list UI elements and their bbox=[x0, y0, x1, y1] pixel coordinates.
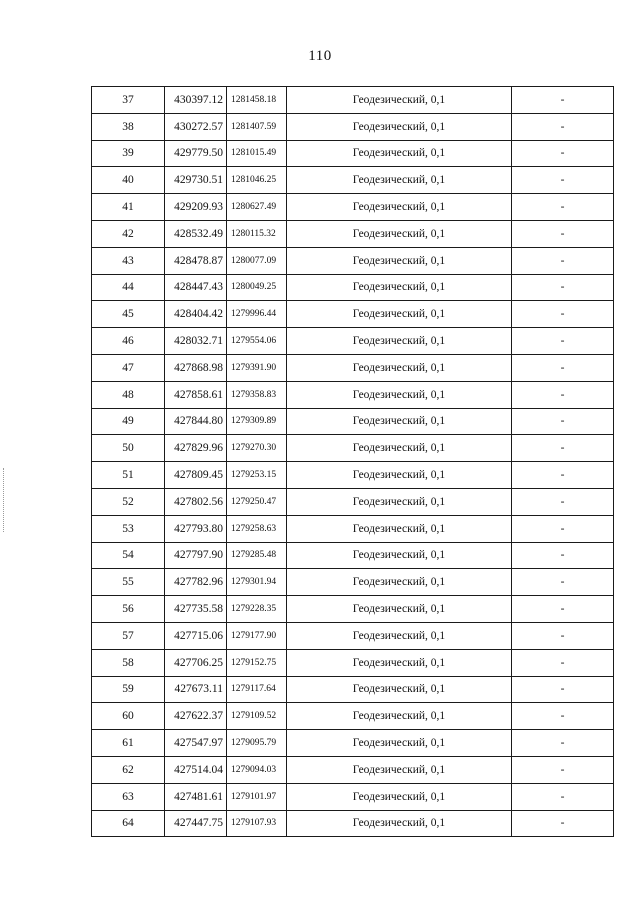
method-accuracy-cell: Геодезический, 0,1 bbox=[287, 462, 512, 489]
table-row bbox=[92, 730, 614, 757]
note-cell: - bbox=[512, 569, 614, 596]
table-row bbox=[92, 113, 614, 140]
table-row bbox=[92, 435, 614, 462]
method-accuracy-cell: Геодезический, 0,1 bbox=[287, 194, 512, 221]
method-accuracy-cell: Геодезический, 0,1 bbox=[287, 569, 512, 596]
table-row bbox=[92, 569, 614, 596]
note-cell: - bbox=[512, 247, 614, 274]
method-accuracy-cell: Геодезический, 0,1 bbox=[287, 649, 512, 676]
x-coordinate-cell: 428447.43 bbox=[165, 274, 227, 301]
table-row bbox=[92, 703, 614, 730]
y-coordinate-cell: 1279117.64 bbox=[227, 676, 287, 703]
note-cell: - bbox=[512, 676, 614, 703]
table-row bbox=[92, 783, 614, 810]
method-accuracy-cell: Геодезический, 0,1 bbox=[287, 328, 512, 355]
point-number-cell: 57 bbox=[92, 622, 165, 649]
method-accuracy-cell: Геодезический, 0,1 bbox=[287, 542, 512, 569]
note-cell: - bbox=[512, 381, 614, 408]
method-accuracy-cell: Геодезический, 0,1 bbox=[287, 703, 512, 730]
point-number-cell: 55 bbox=[92, 569, 165, 596]
method-accuracy-cell: Геодезический, 0,1 bbox=[287, 435, 512, 462]
note-cell: - bbox=[512, 87, 614, 114]
table-row bbox=[92, 87, 614, 114]
y-coordinate-cell: 1279301.94 bbox=[227, 569, 287, 596]
x-coordinate-cell: 429730.51 bbox=[165, 167, 227, 194]
y-coordinate-cell: 1279253.15 bbox=[227, 462, 287, 489]
table-row bbox=[92, 247, 614, 274]
table-row bbox=[92, 488, 614, 515]
coordinates-table bbox=[91, 86, 614, 837]
point-number-cell: 38 bbox=[92, 113, 165, 140]
y-coordinate-cell: 1280049.25 bbox=[227, 274, 287, 301]
y-coordinate-cell: 1279270.30 bbox=[227, 435, 287, 462]
method-accuracy-cell: Геодезический, 0,1 bbox=[287, 354, 512, 381]
point-number-cell: 56 bbox=[92, 596, 165, 623]
note-cell: - bbox=[512, 730, 614, 757]
x-coordinate-cell: 430272.57 bbox=[165, 113, 227, 140]
method-accuracy-cell: Геодезический, 0,1 bbox=[287, 381, 512, 408]
point-number-cell: 43 bbox=[92, 247, 165, 274]
y-coordinate-cell: 1280115.32 bbox=[227, 220, 287, 247]
table-row bbox=[92, 301, 614, 328]
note-cell: - bbox=[512, 810, 614, 837]
note-cell: - bbox=[512, 140, 614, 167]
table-row bbox=[92, 542, 614, 569]
method-accuracy-cell: Геодезический, 0,1 bbox=[287, 622, 512, 649]
x-coordinate-cell: 427782.96 bbox=[165, 569, 227, 596]
note-cell: - bbox=[512, 542, 614, 569]
point-number-cell: 37 bbox=[92, 87, 165, 114]
y-coordinate-cell: 1279391.90 bbox=[227, 354, 287, 381]
point-number-cell: 64 bbox=[92, 810, 165, 837]
point-number-cell: 59 bbox=[92, 676, 165, 703]
table-row bbox=[92, 676, 614, 703]
point-number-cell: 44 bbox=[92, 274, 165, 301]
x-coordinate-cell: 428478.87 bbox=[165, 247, 227, 274]
x-coordinate-cell: 429209.93 bbox=[165, 194, 227, 221]
x-coordinate-cell: 427547.97 bbox=[165, 730, 227, 757]
note-cell: - bbox=[512, 354, 614, 381]
x-coordinate-cell: 427829.96 bbox=[165, 435, 227, 462]
y-coordinate-cell: 1279258.63 bbox=[227, 515, 287, 542]
note-cell: - bbox=[512, 167, 614, 194]
method-accuracy-cell: Геодезический, 0,1 bbox=[287, 301, 512, 328]
table-row bbox=[92, 596, 614, 623]
note-cell: - bbox=[512, 783, 614, 810]
y-coordinate-cell: 1281407.59 bbox=[227, 113, 287, 140]
x-coordinate-cell: 428532.49 bbox=[165, 220, 227, 247]
table-row bbox=[92, 220, 614, 247]
table-row bbox=[92, 408, 614, 435]
method-accuracy-cell: Геодезический, 0,1 bbox=[287, 140, 512, 167]
method-accuracy-cell: Геодезический, 0,1 bbox=[287, 167, 512, 194]
method-accuracy-cell: Геодезический, 0,1 bbox=[287, 274, 512, 301]
note-cell: - bbox=[512, 622, 614, 649]
x-coordinate-cell: 427622.37 bbox=[165, 703, 227, 730]
x-coordinate-cell: 429779.50 bbox=[165, 140, 227, 167]
note-cell: - bbox=[512, 194, 614, 221]
point-number-cell: 40 bbox=[92, 167, 165, 194]
method-accuracy-cell: Геодезический, 0,1 bbox=[287, 596, 512, 623]
table-row bbox=[92, 462, 614, 489]
x-coordinate-cell: 427447.75 bbox=[165, 810, 227, 837]
x-coordinate-cell: 427797.90 bbox=[165, 542, 227, 569]
y-coordinate-cell: 1281046.25 bbox=[227, 167, 287, 194]
note-cell: - bbox=[512, 756, 614, 783]
method-accuracy-cell: Геодезический, 0,1 bbox=[287, 676, 512, 703]
method-accuracy-cell: Геодезический, 0,1 bbox=[287, 247, 512, 274]
point-number-cell: 51 bbox=[92, 462, 165, 489]
method-accuracy-cell: Геодезический, 0,1 bbox=[287, 756, 512, 783]
x-coordinate-cell: 430397.12 bbox=[165, 87, 227, 114]
note-cell: - bbox=[512, 220, 614, 247]
x-coordinate-cell: 427802.56 bbox=[165, 488, 227, 515]
table-row bbox=[92, 649, 614, 676]
point-number-cell: 39 bbox=[92, 140, 165, 167]
x-coordinate-cell: 428032.71 bbox=[165, 328, 227, 355]
point-number-cell: 54 bbox=[92, 542, 165, 569]
point-number-cell: 49 bbox=[92, 408, 165, 435]
y-coordinate-cell: 1279095.79 bbox=[227, 730, 287, 757]
point-number-cell: 62 bbox=[92, 756, 165, 783]
x-coordinate-cell: 427735.58 bbox=[165, 596, 227, 623]
y-coordinate-cell: 1279250.47 bbox=[227, 488, 287, 515]
note-cell: - bbox=[512, 113, 614, 140]
point-number-cell: 42 bbox=[92, 220, 165, 247]
table-row bbox=[92, 381, 614, 408]
x-coordinate-cell: 427673.11 bbox=[165, 676, 227, 703]
y-coordinate-cell: 1279996.44 bbox=[227, 301, 287, 328]
method-accuracy-cell: Геодезический, 0,1 bbox=[287, 113, 512, 140]
y-coordinate-cell: 1279101.97 bbox=[227, 783, 287, 810]
point-number-cell: 63 bbox=[92, 783, 165, 810]
note-cell: - bbox=[512, 274, 614, 301]
y-coordinate-cell: 1279228.35 bbox=[227, 596, 287, 623]
table-row bbox=[92, 515, 614, 542]
point-number-cell: 58 bbox=[92, 649, 165, 676]
table-row bbox=[92, 354, 614, 381]
y-coordinate-cell: 1279094.03 bbox=[227, 756, 287, 783]
margin-scan-mark bbox=[3, 468, 6, 532]
y-coordinate-cell: 1280077.09 bbox=[227, 247, 287, 274]
method-accuracy-cell: Геодезический, 0,1 bbox=[287, 220, 512, 247]
note-cell: - bbox=[512, 515, 614, 542]
method-accuracy-cell: Геодезический, 0,1 bbox=[287, 87, 512, 114]
point-number-cell: 52 bbox=[92, 488, 165, 515]
x-coordinate-cell: 427514.04 bbox=[165, 756, 227, 783]
x-coordinate-cell: 427793.80 bbox=[165, 515, 227, 542]
table-row bbox=[92, 140, 614, 167]
table-row bbox=[92, 194, 614, 221]
y-coordinate-cell: 1279285.48 bbox=[227, 542, 287, 569]
table-row bbox=[92, 756, 614, 783]
note-cell: - bbox=[512, 488, 614, 515]
x-coordinate-cell: 427715.06 bbox=[165, 622, 227, 649]
note-cell: - bbox=[512, 462, 614, 489]
coordinates-table-body bbox=[92, 87, 614, 837]
page-number: 110 bbox=[308, 48, 332, 64]
note-cell: - bbox=[512, 408, 614, 435]
point-number-cell: 60 bbox=[92, 703, 165, 730]
method-accuracy-cell: Геодезический, 0,1 bbox=[287, 730, 512, 757]
point-number-cell: 41 bbox=[92, 194, 165, 221]
method-accuracy-cell: Геодезический, 0,1 bbox=[287, 783, 512, 810]
note-cell: - bbox=[512, 328, 614, 355]
point-number-cell: 53 bbox=[92, 515, 165, 542]
x-coordinate-cell: 427481.61 bbox=[165, 783, 227, 810]
x-coordinate-cell: 427809.45 bbox=[165, 462, 227, 489]
note-cell: - bbox=[512, 649, 614, 676]
method-accuracy-cell: Геодезический, 0,1 bbox=[287, 810, 512, 837]
point-number-cell: 45 bbox=[92, 301, 165, 328]
point-number-cell: 50 bbox=[92, 435, 165, 462]
table-row bbox=[92, 810, 614, 837]
note-cell: - bbox=[512, 301, 614, 328]
y-coordinate-cell: 1279177.90 bbox=[227, 622, 287, 649]
y-coordinate-cell: 1279152.75 bbox=[227, 649, 287, 676]
x-coordinate-cell: 427868.98 bbox=[165, 354, 227, 381]
y-coordinate-cell: 1279309.89 bbox=[227, 408, 287, 435]
point-number-cell: 46 bbox=[92, 328, 165, 355]
x-coordinate-cell: 428404.42 bbox=[165, 301, 227, 328]
x-coordinate-cell: 427844.80 bbox=[165, 408, 227, 435]
point-number-cell: 47 bbox=[92, 354, 165, 381]
table-row bbox=[92, 274, 614, 301]
y-coordinate-cell: 1281015.49 bbox=[227, 140, 287, 167]
method-accuracy-cell: Геодезический, 0,1 bbox=[287, 408, 512, 435]
note-cell: - bbox=[512, 703, 614, 730]
x-coordinate-cell: 427858.61 bbox=[165, 381, 227, 408]
y-coordinate-cell: 1281458.18 bbox=[227, 87, 287, 114]
table-row bbox=[92, 167, 614, 194]
point-number-cell: 61 bbox=[92, 730, 165, 757]
note-cell: - bbox=[512, 596, 614, 623]
y-coordinate-cell: 1279109.52 bbox=[227, 703, 287, 730]
y-coordinate-cell: 1280627.49 bbox=[227, 194, 287, 221]
table-row bbox=[92, 328, 614, 355]
y-coordinate-cell: 1279554.06 bbox=[227, 328, 287, 355]
y-coordinate-cell: 1279107.93 bbox=[227, 810, 287, 837]
point-number-cell: 48 bbox=[92, 381, 165, 408]
x-coordinate-cell: 427706.25 bbox=[165, 649, 227, 676]
note-cell: - bbox=[512, 435, 614, 462]
y-coordinate-cell: 1279358.83 bbox=[227, 381, 287, 408]
method-accuracy-cell: Геодезический, 0,1 bbox=[287, 488, 512, 515]
method-accuracy-cell: Геодезический, 0,1 bbox=[287, 515, 512, 542]
table-row bbox=[92, 622, 614, 649]
